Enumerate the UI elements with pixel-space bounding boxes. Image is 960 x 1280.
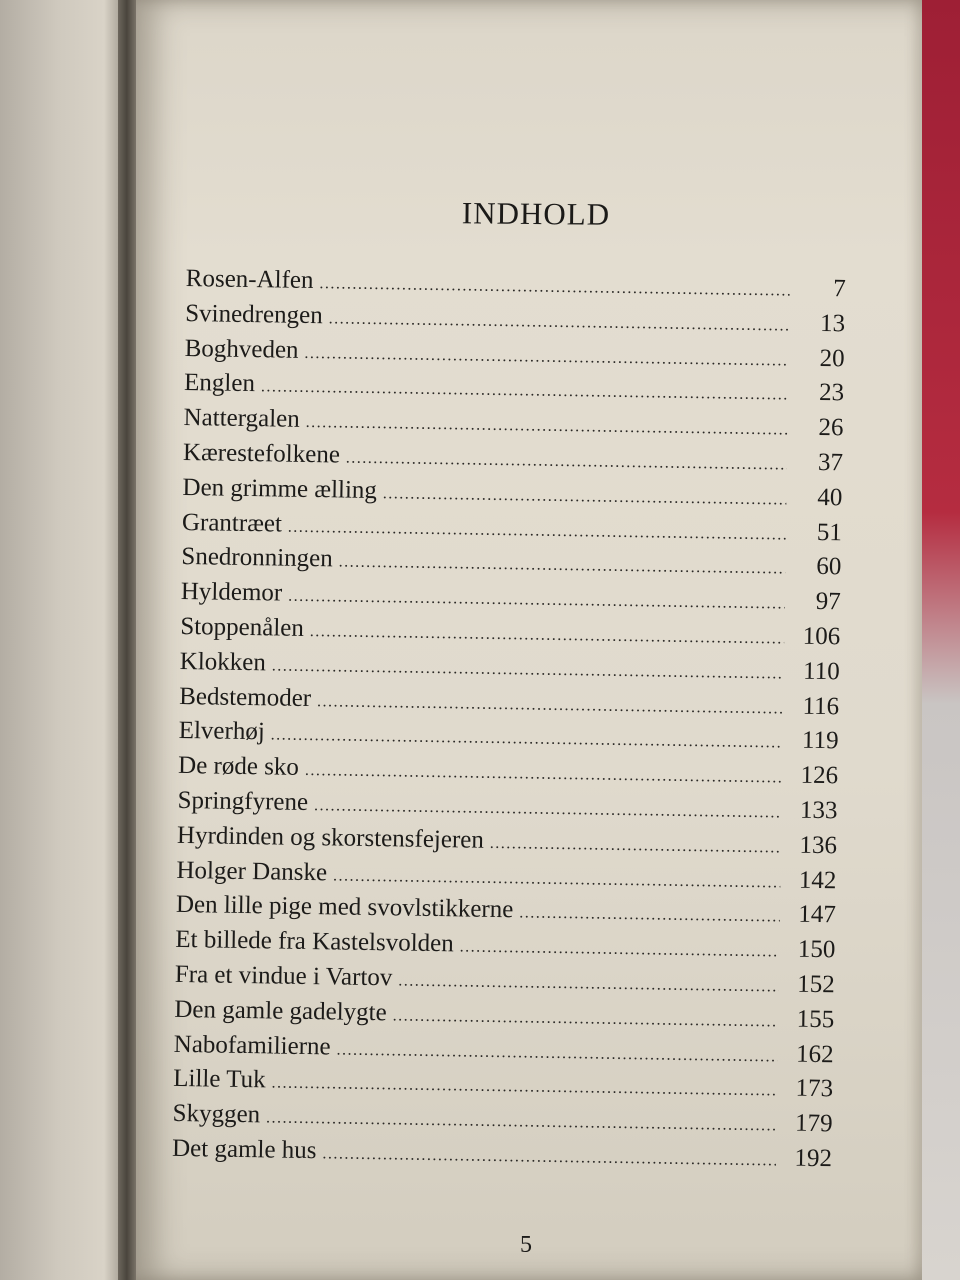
dot-leader [271,1075,777,1101]
book-page [136,0,922,1280]
entry-title: Den lille pige med svovlstikkerne [175,891,514,924]
entry-title: Bedstemoder [179,682,312,712]
entry-page: 155 [796,1005,835,1034]
entry-page: 37 [817,448,844,477]
dot-leader [322,1145,776,1170]
dot-leader [398,972,779,996]
dot-leader [304,344,788,370]
dot-leader [288,588,785,614]
entry-title: De røde sko [177,752,300,781]
dot-leader [310,623,785,648]
entry-title: Nabofamilierne [173,1030,331,1060]
entry-title: Klokken [179,647,267,677]
entry-page: 97 [815,588,841,616]
entry-title: Skyggen [172,1100,261,1129]
entry-page: 142 [798,866,837,894]
page-title: INDHOLD [461,195,611,232]
entry-title: Det gamle hus [171,1134,317,1165]
entry-title: Fra et vindue i Vartov [174,960,393,992]
entry-page: 40 [817,483,843,512]
entry-page: 192 [794,1144,833,1173]
entry-page: 162 [795,1040,834,1068]
entry-title: Elverhøj [178,717,265,746]
dot-leader [519,905,780,927]
dot-leader [272,657,784,683]
entry-page: 147 [798,901,837,929]
dot-leader [288,518,786,544]
entry-title: Hyldemor [180,578,283,607]
entry-title: Holger Danske [176,856,328,886]
entry-page: 51 [816,518,843,546]
entry-page: 152 [797,970,835,999]
entry-page: 136 [799,831,838,860]
entry-title: Englen [183,369,256,398]
dot-leader [333,867,781,892]
entry-title: Hyrdinden og skorstensfejeren [176,821,485,854]
page-number: 5 [520,1232,532,1258]
entry-title: Kærestefolkene [182,438,341,469]
dot-leader [490,835,781,858]
entry-title: Den gamle gadelygte [174,995,387,1026]
entry-page: 179 [794,1109,833,1138]
dot-leader [317,693,783,718]
facing-page-left [0,0,130,1280]
table-of-contents [172,265,846,1180]
dot-leader [305,762,782,787]
entry-title: Nattergalen [183,404,300,433]
dot-leader [460,939,780,962]
entry-page: 23 [818,379,845,407]
dot-leader [271,727,783,753]
dot-leader [266,1109,777,1135]
entry-page: 7 [832,275,846,303]
entry-page: 26 [818,414,844,442]
entry-title: Stoppenålen [180,612,305,642]
entry-page: 110 [802,657,840,686]
entry-page: 13 [819,309,846,338]
entry-title: Lille Tuk [173,1065,266,1094]
dot-leader [383,485,787,509]
dot-leader [393,1007,779,1031]
entry-page: 106 [802,622,841,651]
dot-leader [314,797,782,822]
entry-page: 119 [801,727,839,755]
entry-title: Snedronningen [181,543,333,573]
dot-leader [261,379,788,405]
entry-title: Et billede fra Kastelsvolden [175,926,454,958]
entry-page: 20 [819,344,845,372]
entry-title: Den grimme ælling [182,473,378,504]
entry-title: Rosen-Alfen [185,265,314,295]
entry-title: Boghveden [184,334,299,364]
entry-page: 133 [799,796,838,825]
entry-page: 60 [816,553,842,581]
entry-page: 173 [795,1075,834,1103]
dot-leader [306,414,788,440]
entry-page: 126 [800,761,839,790]
entry-title: Grantræet [181,508,283,538]
dot-leader [336,1041,777,1066]
entry-title: Svinedrengen [185,299,323,329]
entry-page: 116 [802,692,840,720]
dot-leader [346,450,787,475]
dot-leader [339,554,786,579]
dot-leader [328,310,789,335]
entry-page: 150 [797,935,836,964]
dot-leader [319,275,789,300]
entry-title: Springfyrene [177,786,309,816]
